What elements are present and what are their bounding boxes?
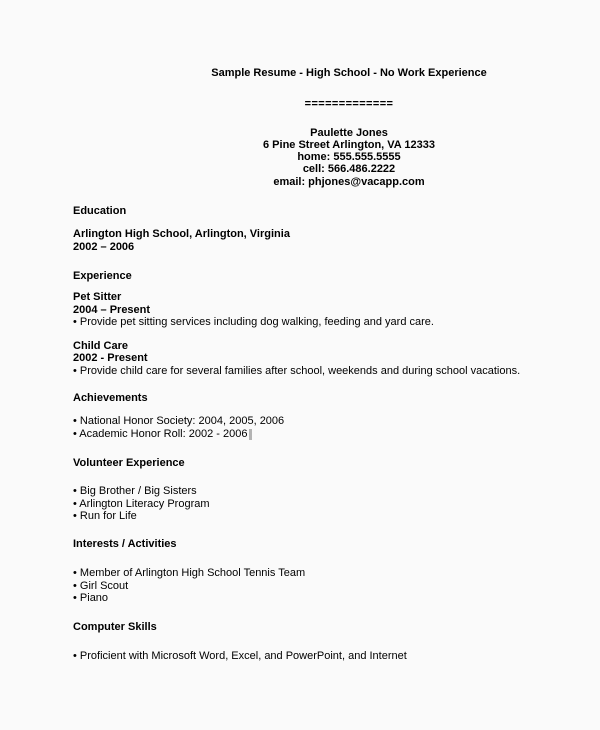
interests-heading: Interests / Activities [73, 538, 177, 551]
computer-skills-item: • Proficient with Microsoft Word, Excel, and PowerPoint, and Internet [73, 649, 407, 662]
section-achievements [73, 392, 600, 440]
job-title: Pet Sitter [73, 291, 122, 304]
achievement-item: • Academic Honor Roll: 2002 - 2006 [73, 428, 600, 440]
education-heading: Education [73, 205, 127, 218]
contact-block [73, 127, 600, 188]
education-years: 2002 – 2006 [73, 240, 135, 253]
job-bullet: • Provide child care for several families after school, weekends and during school vacations. [73, 364, 521, 377]
education-school: Arlington High School, Arlington, Virginia [73, 228, 290, 241]
job-bullet: • Provide pet sitting services including dog walking, feeding and yard care. [73, 315, 434, 328]
document-title: Sample Resume - High School - No Work Experience [211, 67, 487, 79]
section-interests-activities [73, 538, 600, 604]
job-entry [73, 340, 600, 377]
contact-email: email: phjones@vacapp.com [273, 175, 425, 188]
experience-heading: Experience [73, 269, 132, 282]
contact-address: 6 Pine Street Arlington, VA 12333 [263, 138, 435, 151]
section-computer-skills [73, 621, 600, 662]
volunteer-item: • Big Brother / Big Sisters [73, 485, 197, 498]
job-title: Child Care [73, 340, 129, 353]
job-dates: 2002 - Present [73, 352, 148, 365]
section-volunteer-experience [73, 457, 600, 522]
job-dates: 2004 – Present [73, 303, 151, 316]
volunteer-item: • Run for Life [73, 509, 137, 522]
resume-document [73, 0, 600, 662]
volunteer-item: • Arlington Literacy Program [73, 497, 210, 510]
contact-name: Paulette Jones [310, 126, 388, 139]
contact-home-phone: home: 555.555.5555 [297, 151, 401, 164]
job-entry [73, 291, 600, 328]
interest-item: • Girl Scout [73, 579, 129, 592]
achievements-heading: Achievements [73, 392, 148, 405]
section-education [73, 205, 600, 253]
section-experience [73, 270, 600, 377]
volunteer-heading: Volunteer Experience [73, 456, 185, 469]
interest-item: • Member of Arlington High School Tennis Team [73, 567, 306, 580]
divider: ============= [304, 98, 394, 111]
text-cursor [249, 429, 252, 440]
achievement-item: • National Honor Society: 2004, 2005, 2006 [73, 415, 285, 428]
interest-item: • Piano [73, 592, 109, 605]
contact-cell-phone: cell: 566.486.2222 [302, 163, 396, 176]
computer-skills-heading: Computer Skills [73, 621, 157, 634]
